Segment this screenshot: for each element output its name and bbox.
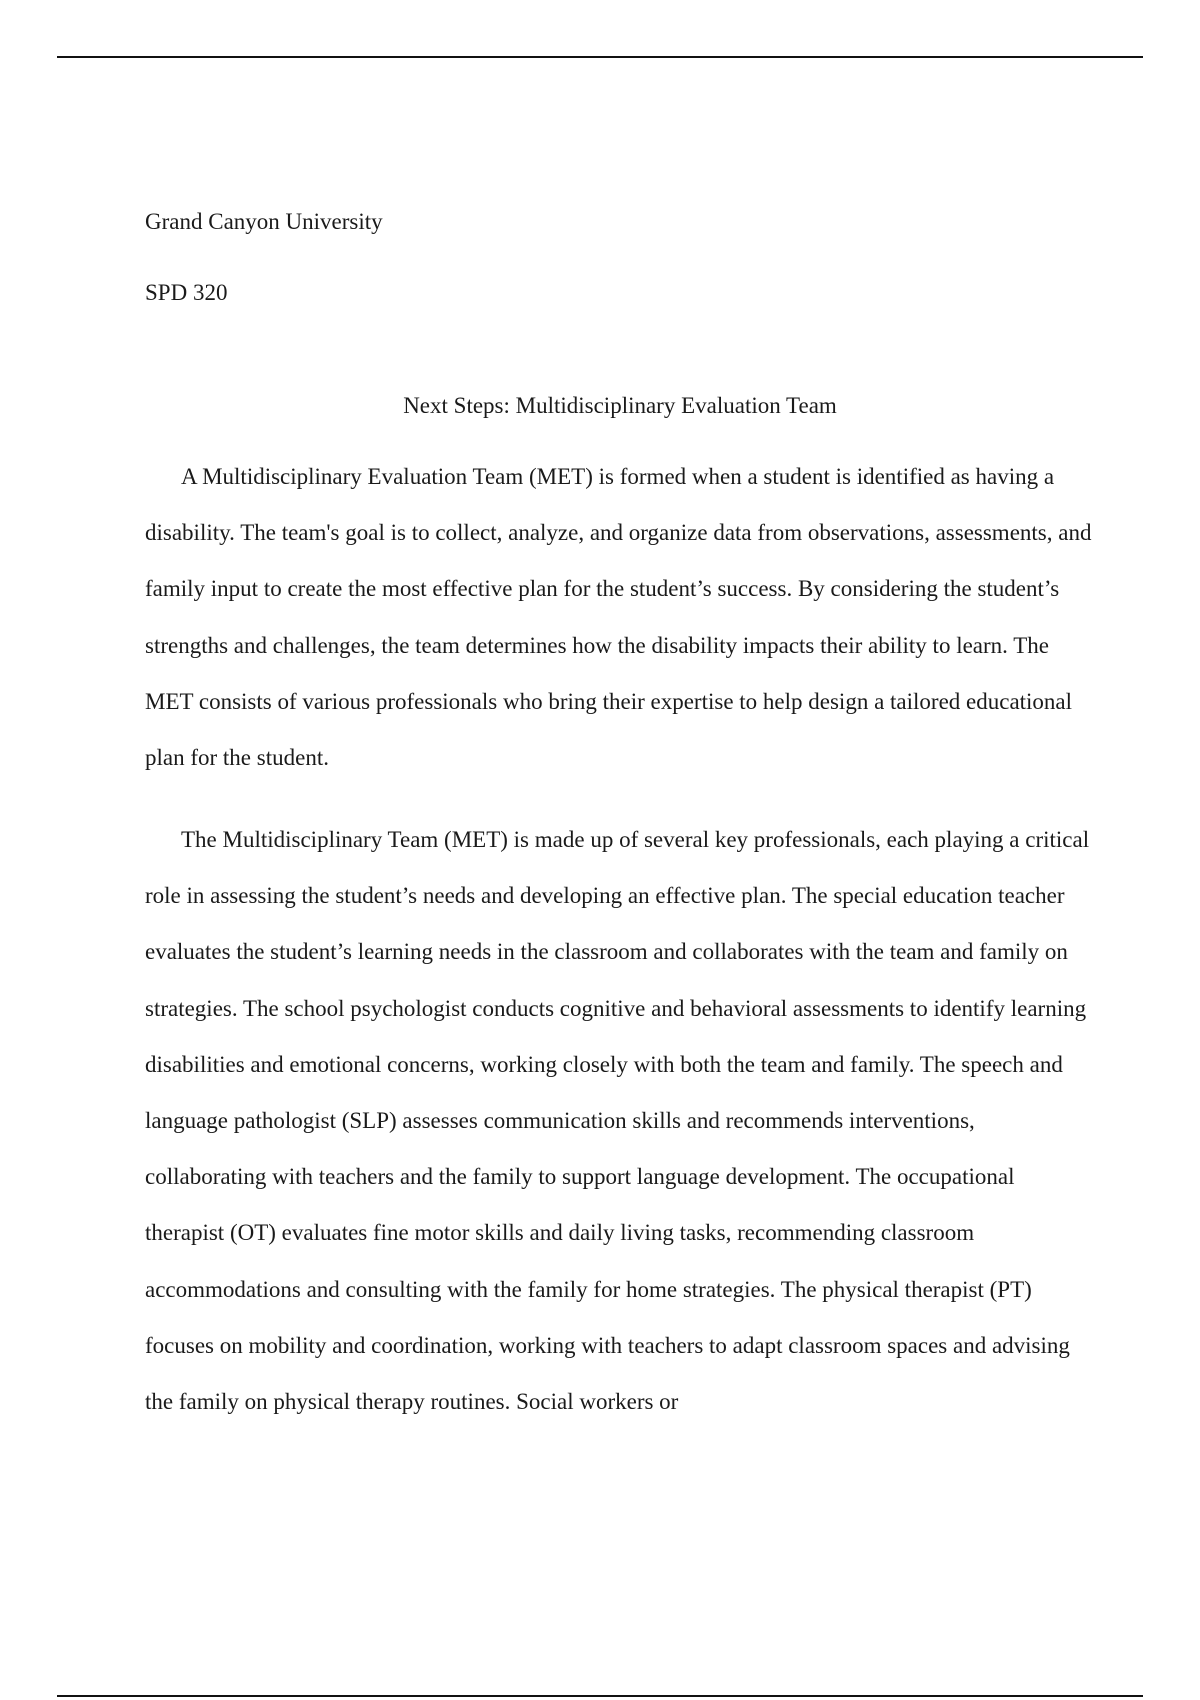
paragraph-2: The Multidisciplinary Team (MET) is made up of several key professionals, each playing a critical role in assessing the student’s needs and developing an effective plan. The special education teacher evaluates the student’s learning needs in the classroom and collaborates with the team and family on strategies. The school psychologist conducts cognitive and behavioral assessments to identify learning disabilities and emotional concerns, working closely with both the team and family. The speech and language pathologist (SLP) assesses communication skills and recommends interventions, collaborating with teachers and the family to support language development. The occupational therapist (OT) evaluates fine motor skills and daily living tasks, recommending classroom accommodations and consulting with the family for home strategies. The physical therapist (PT) focuses on mobility and coordination, working with teachers to adapt classroom spaces and advising the family on physical therapy routines. Social workers or <box>145 827 1090 1415</box>
header-rule <box>57 56 1143 58</box>
document-title: Next Steps: Multidisciplinary Evaluation Team <box>403 393 837 418</box>
course-code: SPD 320 <box>145 280 228 305</box>
footer-rule <box>57 1695 1143 1697</box>
paragraph-1: A Multidisciplinary Evaluation Team (MET) is formed when a student is identified as having a disability. The team's goal is to collect, analyze, and organize data from observations, assessments, and family input to create the most effective plan for the student’s success. By considering the student’s strengths and challenges, the team determines how the disability impacts their ability to learn. The MET consists of various professionals who bring their expertise to help design a tailored educational plan for the student. <box>145 464 1092 771</box>
institution-name: Grand Canyon University <box>145 209 383 234</box>
